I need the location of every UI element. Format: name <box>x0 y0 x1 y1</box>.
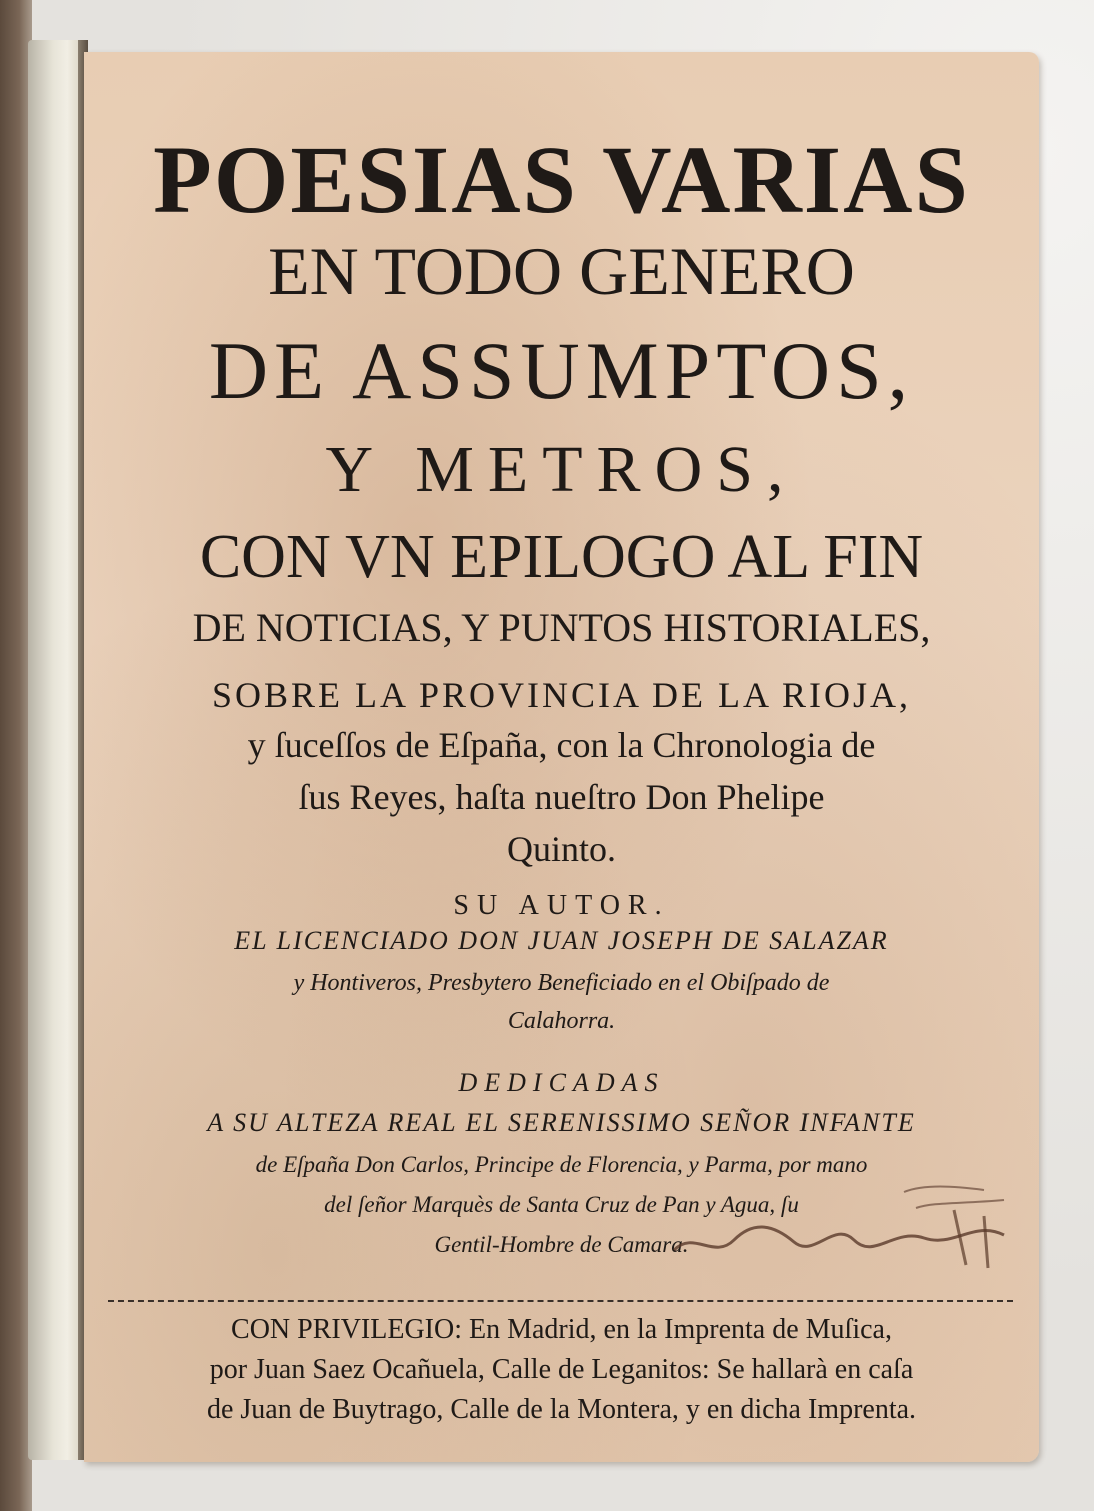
title-line-2: EN TODO GENERO <box>268 233 855 309</box>
author-heading: SU AUTOR. <box>453 890 670 921</box>
imprint-line-3: de Juan de Buytrago, Calle de la Montera, y en dicha Imprenta. <box>206 1394 917 1425</box>
handwritten-signature <box>654 1180 1024 1270</box>
author-line-2: y Hontiveros, Presbytero Beneficiado en el Obiſpado de <box>293 970 830 996</box>
left-page-edge <box>28 40 84 1460</box>
subtitle-line-3: y ſuceſſos de Eſpaña, con la Chronologia de <box>247 725 876 765</box>
subtitle-line-2: SOBRE LA PROVINCIA DE LA RIOJA, <box>211 675 912 715</box>
dedication-heading: DEDICADAS <box>458 1068 665 1097</box>
dedication-line-4: Gentil-Hombre de Camara. <box>434 1232 689 1257</box>
divider-rule <box>108 1300 1013 1302</box>
subtitle-line-5: Quinto. <box>506 829 616 869</box>
subtitle-line-1: DE NOTICIAS, Y PUNTOS HISTORIALES, <box>192 605 931 650</box>
title-page <box>84 52 1039 1462</box>
title-line-3: DE ASSUMPTOS, <box>208 325 915 416</box>
dedication-line-1: A SU ALTEZA REAL EL SERENISSIMO SEÑOR INFANTE <box>207 1108 916 1137</box>
dedication-line-3: del ſeñor Marquès de Santa Cruz de Pan y Agua, ſu <box>324 1192 799 1217</box>
title-line-4: Y METROS, <box>325 433 798 506</box>
imprint-line-2: por Juan Saez Ocañuela, Calle de Leganitos: Se hallarà en caſa <box>209 1354 914 1385</box>
imprint-line-1: CON PRIVILEGIO: En Madrid, en la Imprenta de Muſica, <box>231 1314 892 1345</box>
author-line-1: EL LICENCIADO DON JUAN JOSEPH DE SALAZAR <box>234 926 889 955</box>
subtitle-line-4: ſus Reyes, haſta nueſtro Don Phelipe <box>298 777 825 817</box>
author-line-3: Calahorra. <box>507 1008 616 1034</box>
title-line-5: CON VN EPILOGO AL FIN <box>199 523 924 591</box>
title-line-1: POESIAS VARIAS <box>153 126 970 233</box>
dedication-line-2: de Eſpaña Don Carlos, Principe de Florencia, y Parma, por mano <box>255 1152 868 1177</box>
